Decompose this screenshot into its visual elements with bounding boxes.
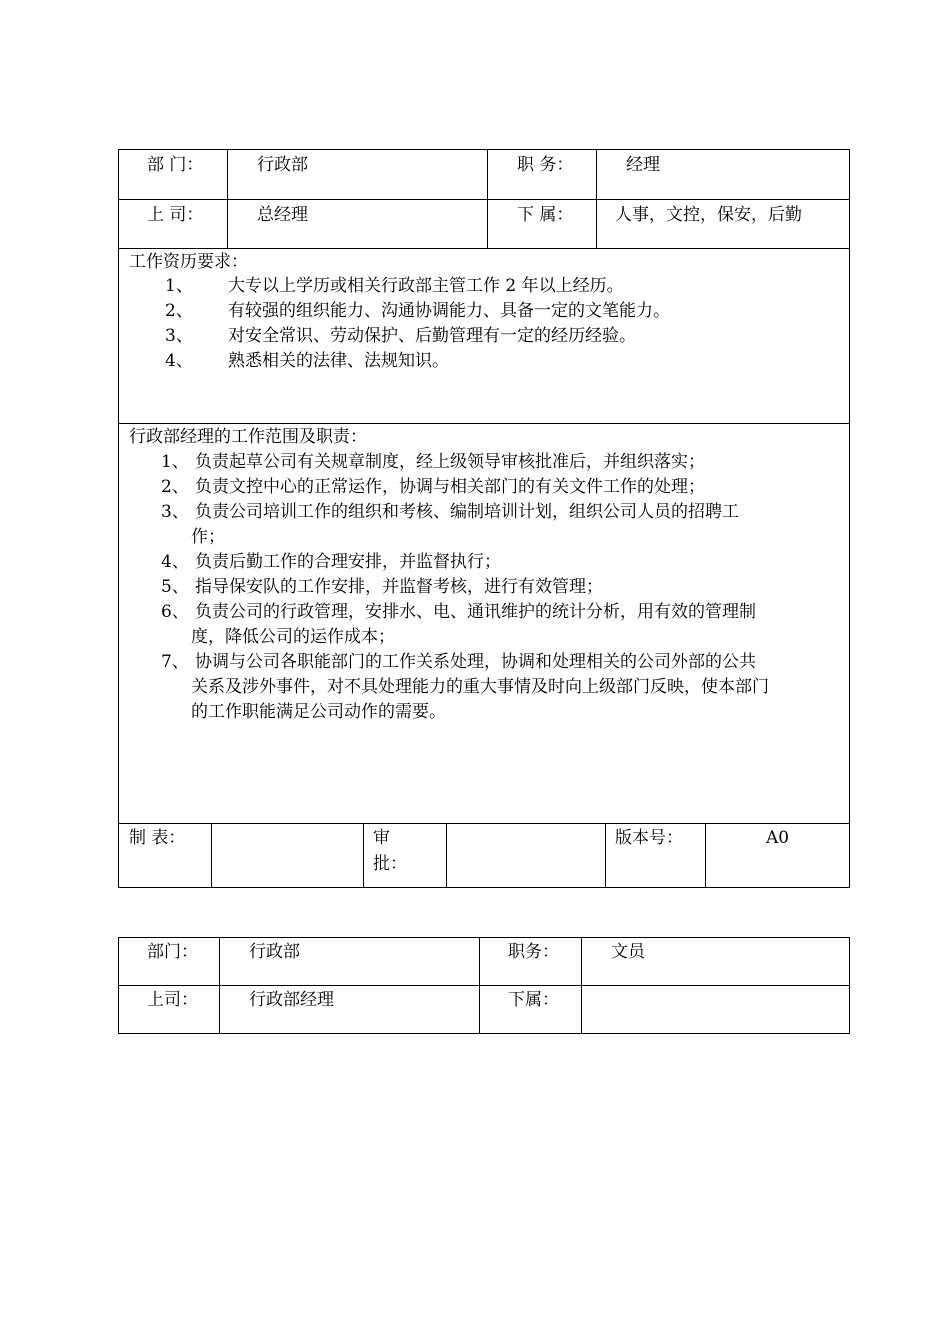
list-item: 4、 熟悉相关的法律、法规知识。 [165,351,449,371]
dept-row [119,150,849,200]
dept-label: 部 门： [147,155,204,175]
duties-section [119,424,849,824]
dept-label: 部门： [147,942,198,962]
qualification-section [119,249,849,424]
superior-row [119,200,849,249]
dept-row [119,938,849,986]
duties-list [119,450,849,725]
signoff-row [119,824,849,887]
qualification-title: 工作资历要求： [129,252,248,272]
position-label: 职务： [508,942,559,962]
position-label: 职 务： [517,155,574,175]
subordinate-label: 下 属： [517,205,574,225]
list-item: 7、 协调与公司各职能部门的工作关系处理，协调和处理相关的公司外部的公共 关系及涉外事件，对不具处理能力的重大事情及时向上级部门反映，使本部门 的工作职能满足公司动作的需要。 [161,652,769,722]
approver-label-1: 审 [373,828,390,848]
manager-job-form [118,149,850,888]
clerk-job-form [118,937,850,1034]
list-item: 3、 对安全常识、劳动保护、后勤管理有一定的经历经验。 [165,326,636,346]
version-label: 版本号： [615,828,683,848]
list-item: 4、 负责后勤工作的合理安排，并监督执行； [161,552,501,572]
list-item: 1、 大专以上学历或相关行政部主管工作 2 年以上经历。 [165,276,624,296]
dept-value: 行政部 [249,942,300,962]
list-item: 2、 负责文控中心的正常运作，协调与相关部门的有关文件工作的处理； [161,477,705,497]
duties-title: 行政部经理的工作范围及职责： [129,427,367,447]
superior-label: 上司： [147,990,198,1010]
maker-label: 制 表： [129,828,186,848]
qualification-list [119,274,849,374]
superior-value: 行政部经理 [249,990,334,1010]
subordinate-value: 人事，文控，保安，后勤 [615,205,802,225]
list-item: 5、 指导保安队的工作安排，并监督考核，进行有效管理； [161,577,603,597]
position-value: 文员 [611,942,645,962]
list-item: 2、 有较强的组织能力、沟通协调能力、具备一定的文笔能力。 [165,301,670,321]
position-value: 经理 [626,155,660,175]
superior-value: 总经理 [257,205,308,225]
superior-label: 上 司： [147,205,204,225]
version-value: A0 [766,828,790,848]
subordinate-label: 下属： [508,990,559,1010]
list-item: 3、 负责公司培训工作的组织和考核、编制培训计划，组织公司人员的招聘工 作； [161,502,739,547]
list-item: 6、 负责公司的行政管理，安排水、电、通讯维护的统计分析，用有效的管理制 度，降低公司的运作成本； [161,602,756,647]
dept-value: 行政部 [257,155,308,175]
superior-row [119,986,849,1033]
list-item: 1、 负责起草公司有关规章制度，经上级领导审核批准后，并组织落实； [161,452,705,472]
approver-label-2: 批： [373,854,407,874]
